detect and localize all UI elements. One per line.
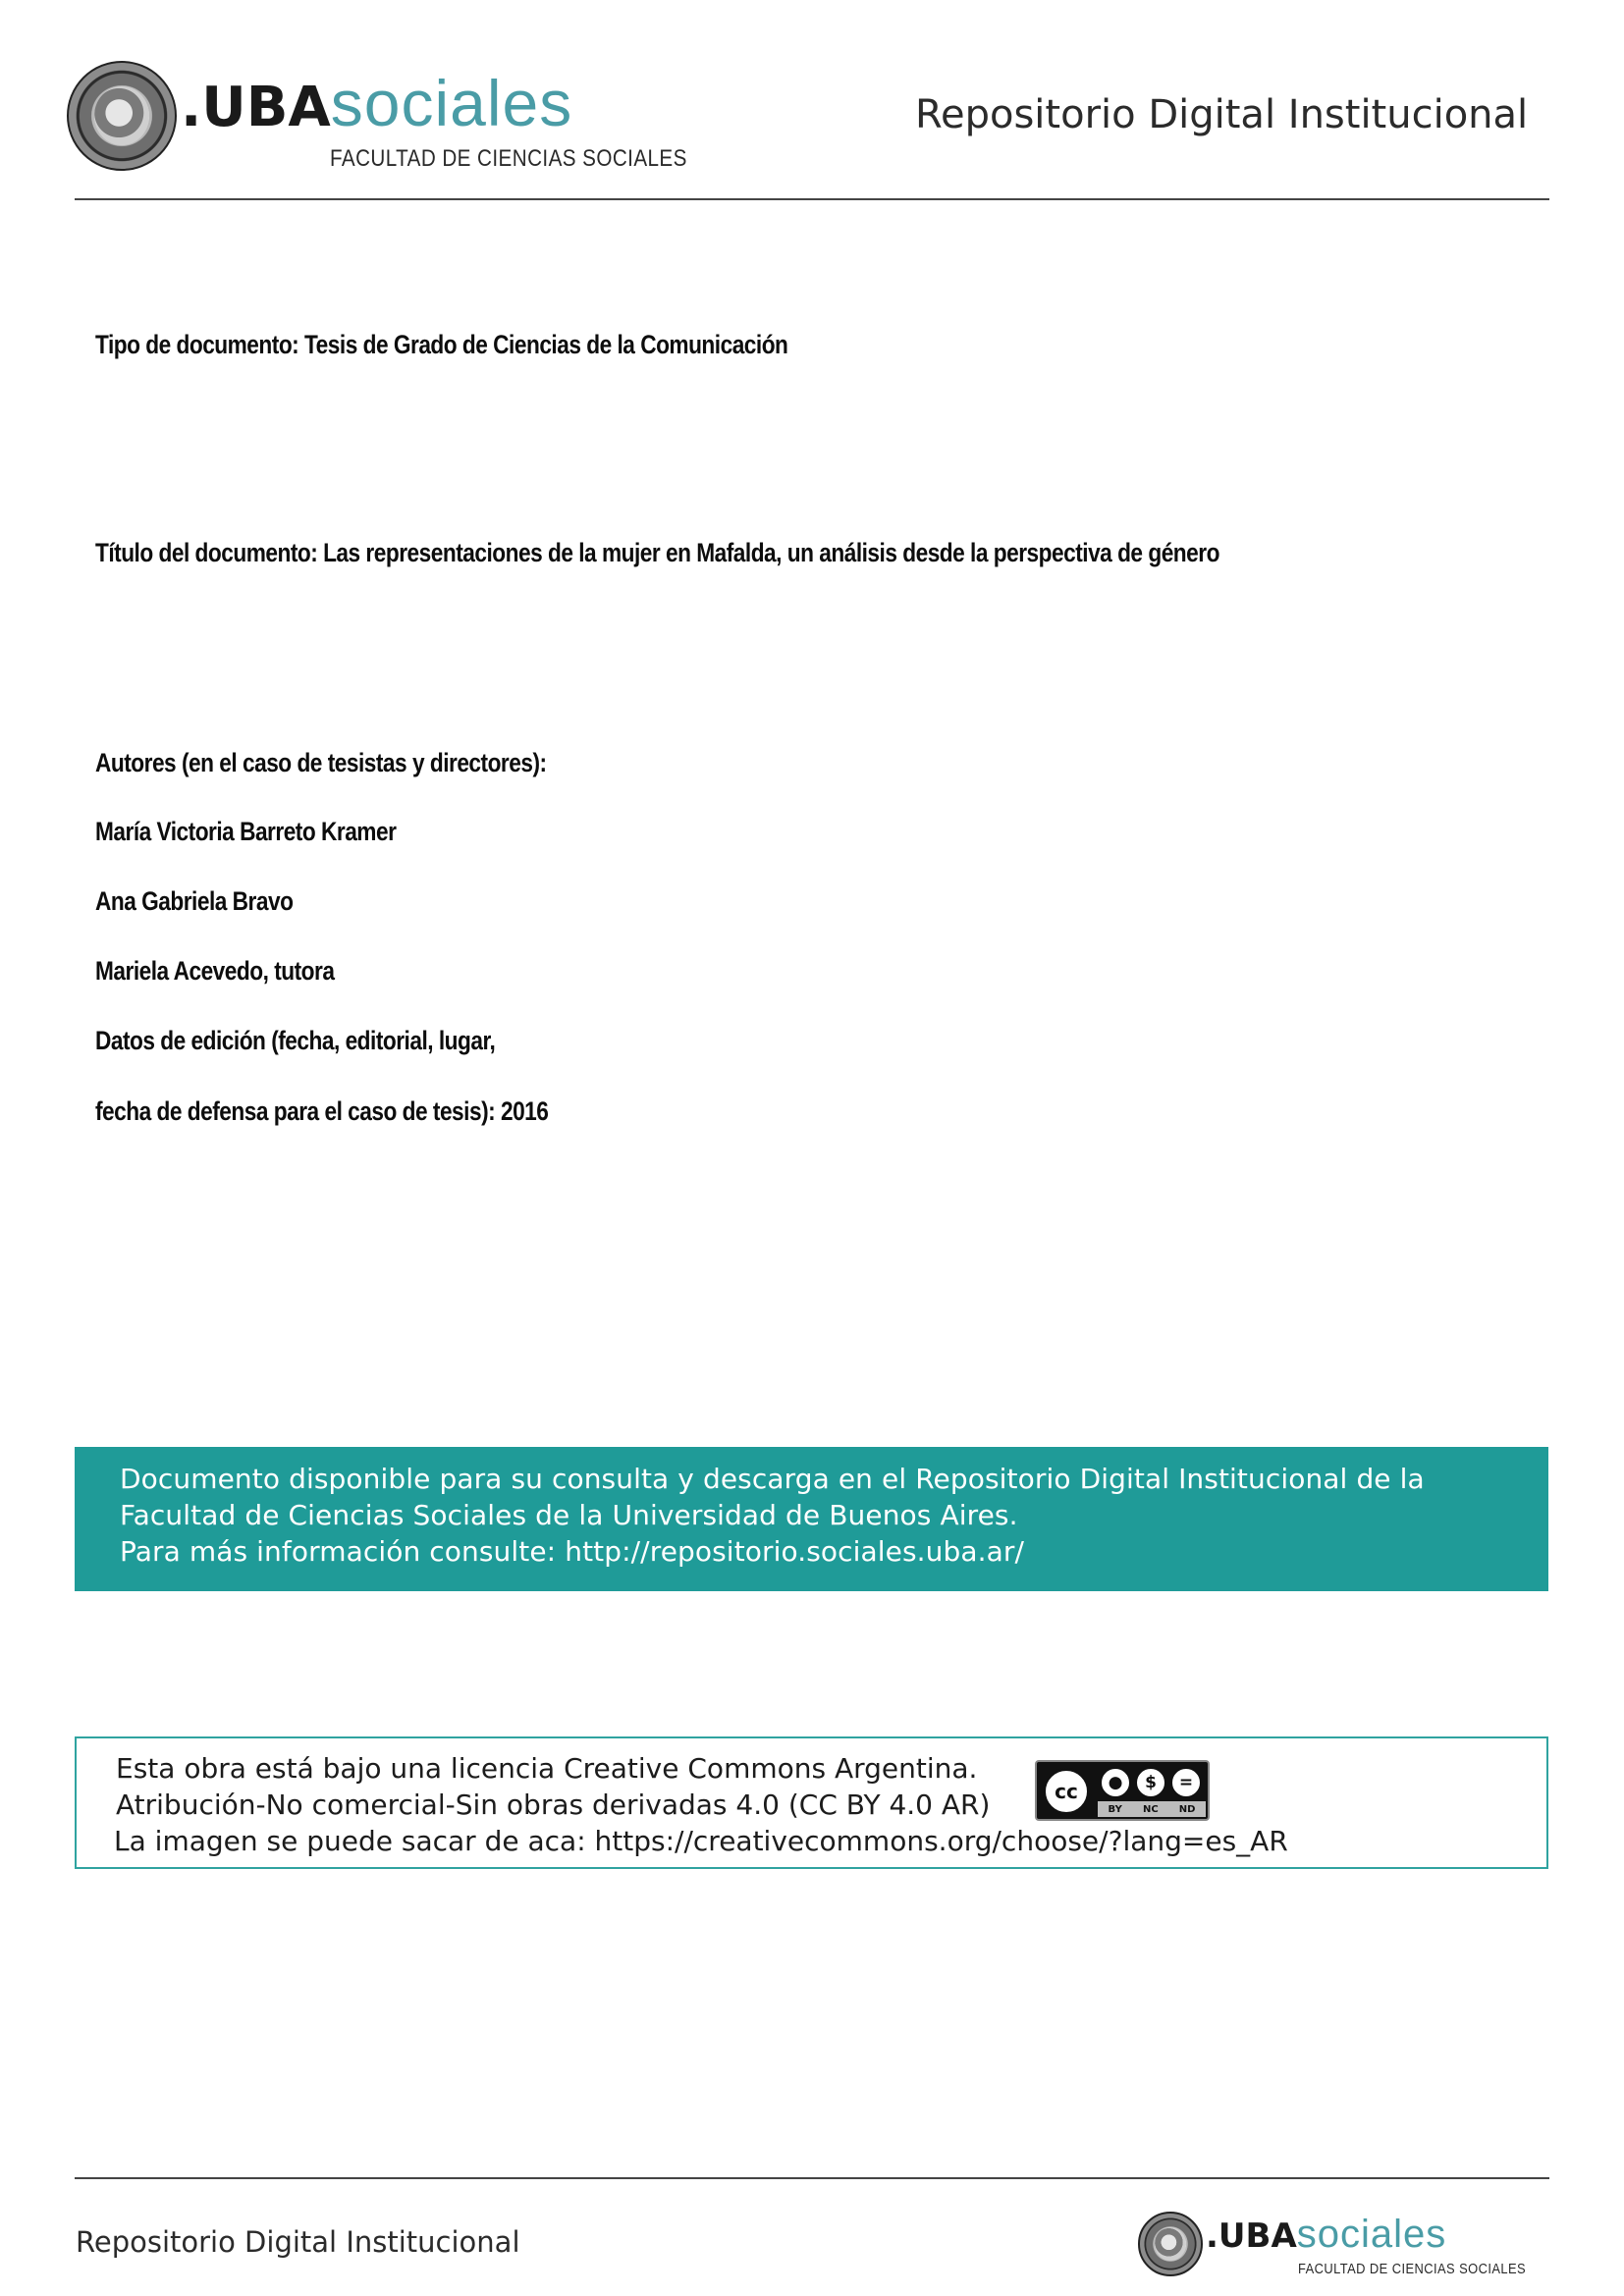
author-3: Mariela Acevedo, tutora <box>95 956 335 986</box>
edition-data-line-1: Datos de edición (fecha, editorial, lugar, <box>95 1026 496 1055</box>
banner-line-2: Facultad de Ciencias Sociales de la Universidad de Buenos Aires. <box>120 1499 1018 1531</box>
footer-divider <box>75 2177 1549 2179</box>
edition-data-line-2: fecha de defensa para el caso de tesis): 2016 <box>95 1096 549 1126</box>
authors-heading: Autores (en el caso de tesistas y directores): <box>95 748 547 777</box>
document-title: Título del documento: Las representaciones de la mujer en Mafalda, un análisis desde la perspectiva de género <box>95 538 1219 567</box>
nc-icon: $ <box>1135 1767 1166 1798</box>
footer-uba-seal-logo <box>1138 2212 1203 2276</box>
header-divider <box>75 198 1549 200</box>
footer-brand-uba: .UBA <box>1206 2216 1297 2256</box>
license-line-1: Esta obra está bajo una licencia Creative Commons Argentina. <box>116 1752 978 1785</box>
license-line-3: La imagen se puede sacar de aca: https://creativecommons.org/choose/?lang=es_AR <box>114 1825 1288 1857</box>
footer-brand-faculty: FACULTAD DE CIENCIAS SOCIALES <box>1298 2261 1527 2277</box>
cc-tags <box>1098 1801 1206 1817</box>
license-line-2: Atribución-No comercial-Sin obras derivadas 4.0 (CC BY 4.0 AR) <box>116 1789 991 1821</box>
footer-repository-title: Repositorio Digital Institucional <box>76 2225 520 2259</box>
brand-faculty: FACULTAD DE CIENCIAS SOCIALES <box>330 145 687 172</box>
by-icon: ● <box>1100 1767 1131 1798</box>
repository-title: Repositorio Digital Institucional <box>915 92 1529 137</box>
cc-by-nc-nd-badge[interactable] <box>1035 1760 1210 1821</box>
banner-line-3: Para más información consulte: http://repositorio.sociales.uba.ar/ <box>120 1535 1025 1568</box>
banner-line-1: Documento disponible para su consulta y descarga en el Repositorio Digital Institucional de la <box>120 1463 1425 1495</box>
uba-seal-logo <box>67 61 177 171</box>
document-type: Tipo de documento: Tesis de Grado de Ciencias de la Comunicación <box>95 330 788 359</box>
tag-by: BY <box>1108 1803 1122 1815</box>
cc-icon: cc <box>1043 1768 1090 1815</box>
footer-uba-sociales-logo <box>1206 2215 1446 2254</box>
availability-banner <box>75 1447 1548 1591</box>
tag-nc: NC <box>1142 1803 1159 1815</box>
tag-nd: ND <box>1178 1803 1196 1815</box>
uba-sociales-logo <box>181 67 573 139</box>
footer-brand-sociales: sociales <box>1296 2213 1447 2256</box>
author-1: María Victoria Barreto Kramer <box>95 817 397 846</box>
license-box <box>75 1736 1548 1869</box>
nd-icon: = <box>1170 1767 1202 1798</box>
brand-sociales: sociales <box>330 67 573 139</box>
author-2: Ana Gabriela Bravo <box>95 886 294 916</box>
brand-uba: .UBA <box>181 76 331 139</box>
